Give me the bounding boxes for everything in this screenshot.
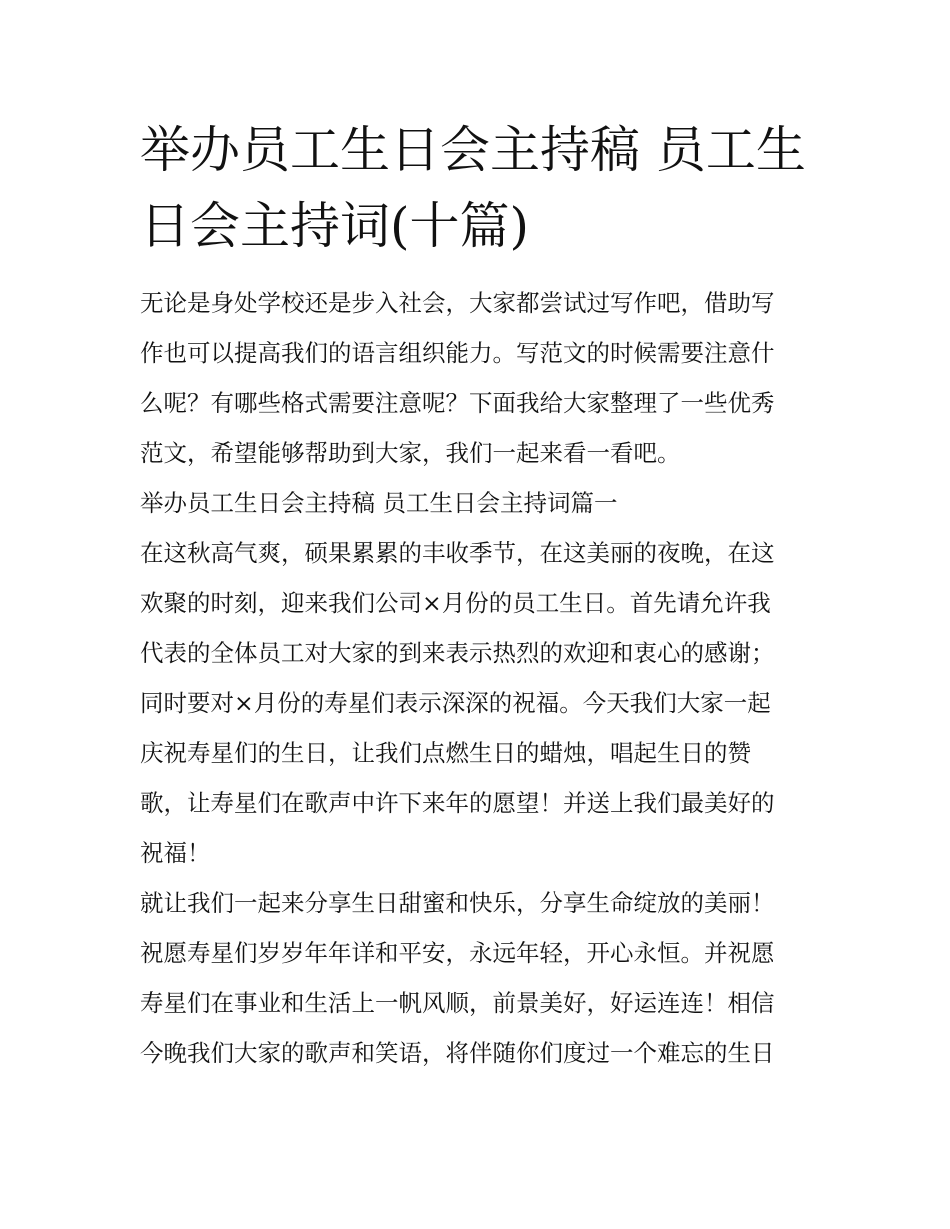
paragraph-1-line-6: 歌，让寿星们在歌声中许下来年的愿望！并送上我们最美好的 — [140, 789, 775, 817]
section-heading: 举办员工生日会主持稿 员工生日会主持词篇一 — [140, 489, 618, 517]
intro-line-1: 无论是身处学校还是步入社会，大家都尝试过写作吧，借助写 — [140, 289, 775, 317]
document-body — [140, 278, 820, 1078]
paragraph-1 — [140, 528, 820, 878]
paragraph-2-line-4: 今晚我们大家的歌声和笑语，将伴随你们度过一个难忘的生日 — [140, 1039, 775, 1067]
document-title — [140, 112, 820, 264]
intro-paragraph — [140, 278, 820, 478]
paragraph-2 — [140, 878, 820, 1078]
paragraph-2-line-1: 就让我们一起来分享生日甜蜜和快乐，分享生命绽放的美丽！ — [140, 889, 775, 917]
paragraph-1-line-3: 代表的全体员工对大家的到来表示热烈的欢迎和衷心的感谢； — [140, 639, 775, 667]
intro-line-4: 范文，希望能够帮助到大家，我们一起来看一看吧。 — [140, 439, 681, 467]
paragraph-2-line-3: 寿星们在事业和生活上一帆风顺，前景美好，好运连连！相信 — [140, 989, 775, 1017]
paragraph-1-line-4: 同时要对×月份的寿星们表示深深的祝福。今天我们大家一起 — [140, 689, 771, 717]
paragraph-1-line-5: 庆祝寿星们的生日，让我们点燃生日的蜡烛，唱起生日的赞 — [140, 739, 751, 767]
paragraph-1-line-7: 祝福！ — [140, 839, 211, 867]
intro-line-2: 作也可以提高我们的语言组织能力。写范文的时候需要注意什 — [140, 339, 775, 367]
intro-line-3: 么呢？有哪些格式需要注意呢？下面我给大家整理了一些优秀 — [140, 389, 775, 417]
title-line-1: 举办员工生日会主持稿 员工生 — [140, 121, 806, 179]
paragraph-1-line-2: 欢聚的时刻，迎来我们公司×月份的员工生日。首先请允许我 — [140, 589, 771, 617]
paragraph-1-line-1: 在这秋高气爽，硕果累累的丰收季节，在这美丽的夜晚，在这 — [140, 539, 775, 567]
title-line-2: 日会主持词(十篇) — [140, 197, 530, 255]
paragraph-2-line-2: 祝愿寿星们岁岁年年详和平安，永远年轻，开心永恒。并祝愿 — [140, 939, 775, 967]
